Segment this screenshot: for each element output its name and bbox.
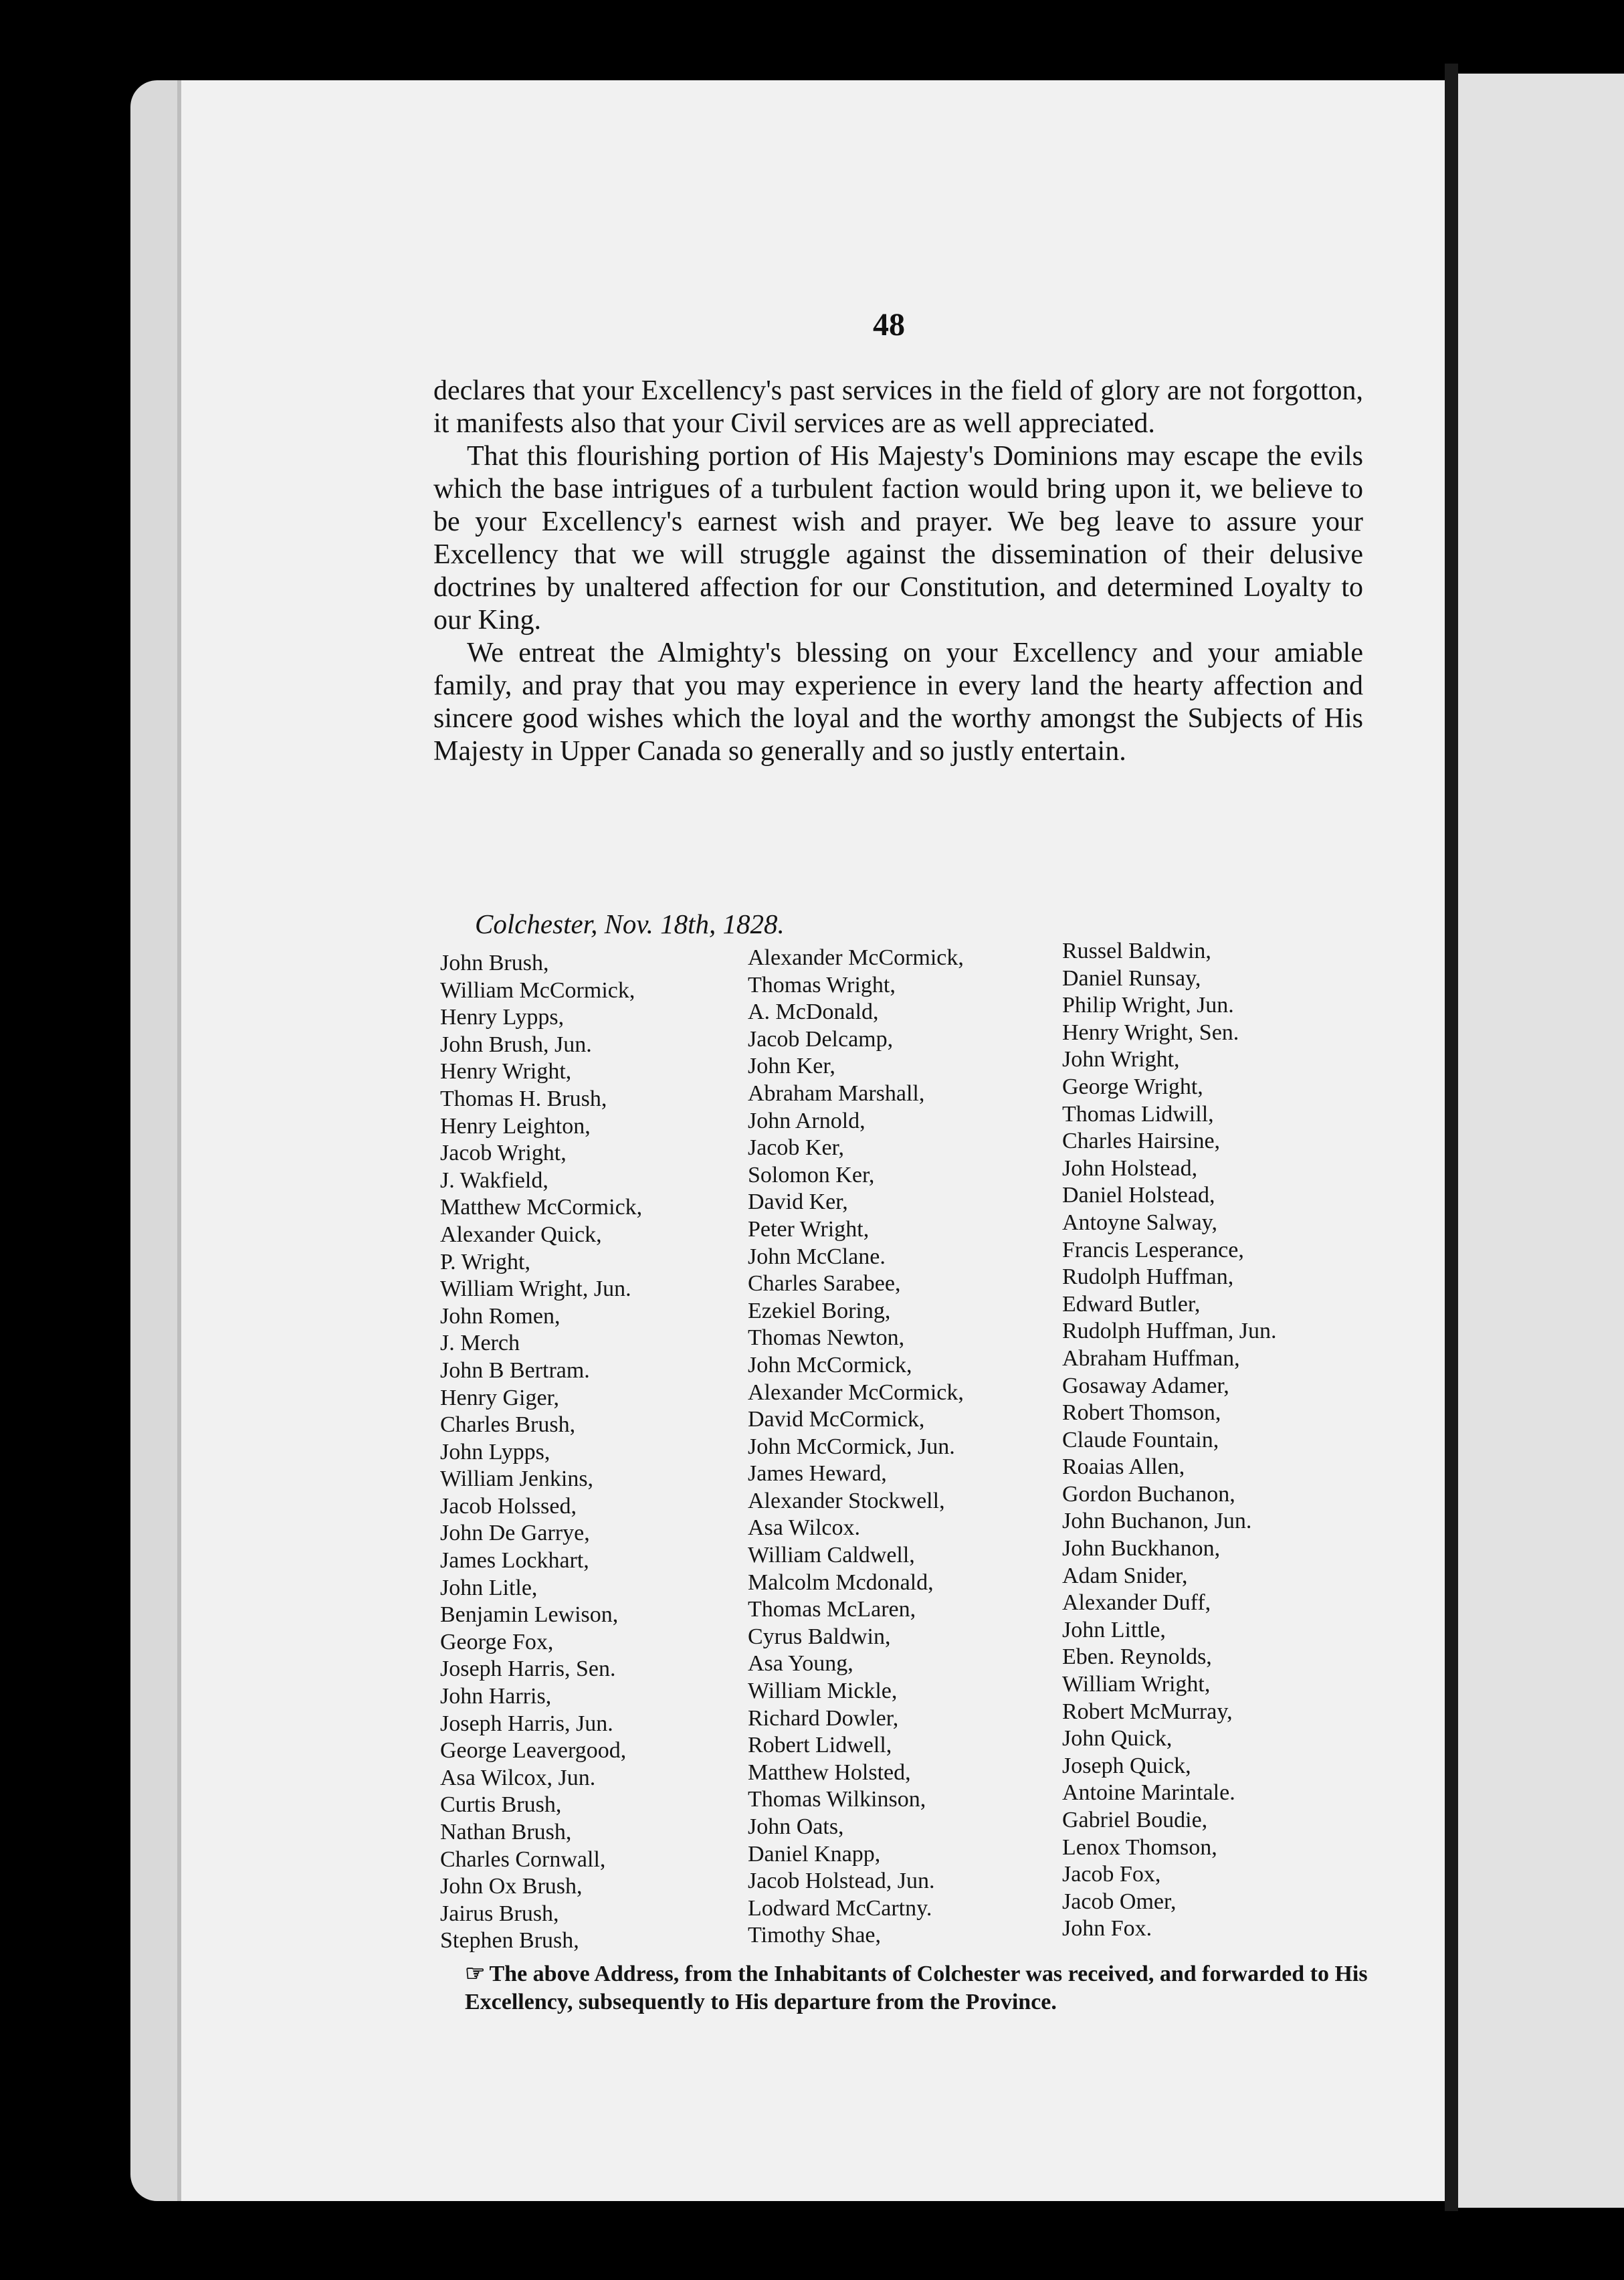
- signatory-name: Jacob Delcamp,: [748, 1026, 894, 1052]
- address-text: [433, 375, 1363, 768]
- signature-column-2: [748, 945, 964, 1950]
- signatory-name: John De Garrye,: [440, 1521, 590, 1546]
- signatory-name: Stephen Brush,: [440, 1928, 579, 1954]
- paragraph: declares that your Excellency's past services in the field of glory are not forgotton, it manifests also that your Civil services are as well appreciated.: [433, 375, 1363, 439]
- signatory-name: Rudolph Huffman,: [1062, 1264, 1234, 1290]
- signatory-name: William Jenkins,: [440, 1466, 594, 1492]
- footnote-text: The above Address, from the Inhabitants of Colchester was received, and forwarded to His Excellency, subsequently to His departure from the Province.: [465, 1962, 1368, 2014]
- signatory-name: Alexander McCormick,: [748, 1380, 964, 1405]
- signatory-name: John Holstead,: [1062, 1155, 1198, 1181]
- paragraph: We entreat the Almighty's blessing on your Excellency and your amiable family, and pray that you may experience in every land the hearty affection and sincere good wishes which the loyal and the worthy amongst the Subjects of His Majesty in Upper Canada so generally and so justly entertain.: [433, 638, 1363, 767]
- signatory-name: Charles Hairsine,: [1062, 1129, 1221, 1154]
- signatory-name: Jacob Holstead, Jun.: [748, 1869, 935, 1894]
- signatory-name: Matthew McCormick,: [440, 1195, 643, 1220]
- signatory-name: Matthew Holsted,: [748, 1760, 911, 1785]
- adjacent-page: [1458, 74, 1624, 2208]
- signatory-name: James Lockhart,: [440, 1548, 589, 1574]
- signatory-name: John Buckhanon,: [1062, 1536, 1221, 1561]
- signatory-name: Alexander Quick,: [440, 1222, 602, 1247]
- signatory-name: Robert Thomson,: [1062, 1400, 1221, 1426]
- signatory-name: Gosaway Adamer,: [1062, 1373, 1229, 1398]
- signatory-name: John McClane.: [748, 1244, 886, 1269]
- signatory-name: Thomas McLaren,: [748, 1597, 916, 1622]
- signatory-name: Russel Baldwin,: [1062, 939, 1211, 963]
- signatory-name: Robert McMurray,: [1062, 1699, 1233, 1724]
- signatory-name: William McCormick,: [440, 977, 635, 1003]
- signatory-name: Abraham Marshall,: [748, 1080, 925, 1106]
- signatory-name: Richard Dowler,: [748, 1705, 899, 1731]
- signature-column-1: [440, 950, 642, 1955]
- signatory-name: Charles Cornwall,: [440, 1846, 606, 1872]
- signatory-name: Peter Wright,: [748, 1216, 870, 1242]
- signatory-name: Alexander Stockwell,: [748, 1488, 945, 1513]
- signatory-name: Jacob Wright,: [440, 1141, 567, 1166]
- signatory-name: John Romen,: [440, 1303, 561, 1329]
- signatory-name: Thomas H. Brush,: [440, 1086, 607, 1111]
- signatory-name: Thomas Wilkinson,: [748, 1787, 926, 1812]
- signatory-name: Gabriel Boudie,: [1062, 1808, 1208, 1832]
- signatory-name: Antoyne Salway,: [1062, 1210, 1217, 1235]
- signatory-name: John Arnold,: [748, 1108, 866, 1133]
- signatory-name: John Buchanon, Jun.: [1062, 1509, 1252, 1534]
- signatory-name: Daniel Runsay,: [1062, 965, 1201, 991]
- signatory-name: Edward Butler,: [1062, 1291, 1201, 1317]
- signatory-name: John McCormick, Jun.: [748, 1434, 955, 1459]
- signatory-name: John Harris,: [440, 1684, 552, 1709]
- book-gutter: [1445, 64, 1458, 2211]
- signatory-name: John Oats,: [748, 1814, 844, 1839]
- signatory-name: Henry Lypps,: [440, 1005, 565, 1030]
- signatory-name: Gordon Buchanon,: [1062, 1481, 1235, 1507]
- signatory-name: William Wright,: [1062, 1672, 1211, 1697]
- signatory-name: Roaias Allen,: [1062, 1454, 1185, 1480]
- signatory-name: Lodward McCartny.: [748, 1895, 932, 1921]
- signature-column-3: [1062, 938, 1276, 1943]
- signatory-name: Daniel Holstead,: [1062, 1183, 1215, 1208]
- signatory-name: John Little,: [1062, 1617, 1166, 1642]
- signatory-name: John Litle,: [440, 1575, 538, 1600]
- signatory-name: John Fox.: [1062, 1916, 1152, 1941]
- signatory-name: Asa Wilcox, Jun.: [440, 1765, 596, 1790]
- signatory-name: Thomas Wright,: [748, 972, 896, 998]
- signatory-name: Cyrus Baldwin,: [748, 1624, 891, 1649]
- signatory-name: J. Merch: [440, 1331, 520, 1356]
- signatory-name: William Caldwell,: [748, 1543, 915, 1568]
- signatory-name: Henry Leighton,: [440, 1113, 591, 1139]
- signatory-name: Henry Giger,: [440, 1385, 560, 1410]
- signatory-name: A. McDonald,: [748, 1000, 879, 1025]
- signatory-name: David Ker,: [748, 1190, 848, 1215]
- signatory-name: Curtis Brush,: [440, 1792, 562, 1818]
- signatory-name: John Brush, Jun.: [440, 1032, 592, 1057]
- signatory-name: William Wright, Jun.: [440, 1276, 631, 1302]
- signatory-name: Charles Brush,: [440, 1412, 576, 1438]
- signatory-name: Philip Wright, Jun.: [1062, 993, 1234, 1018]
- signatory-name: John B Bertram.: [440, 1357, 590, 1383]
- signatory-name: David McCormick,: [748, 1407, 925, 1432]
- signatory-name: Jacob Omer,: [1062, 1889, 1177, 1914]
- signatory-name: Jacob Ker,: [748, 1135, 845, 1161]
- signatory-name: John Quick,: [1062, 1726, 1173, 1751]
- signatory-name: Jairus Brush,: [440, 1901, 559, 1926]
- signatory-name: George Fox,: [440, 1629, 554, 1654]
- signatory-name: Francis Lesperance,: [1062, 1237, 1244, 1262]
- signatory-name: Asa Young,: [748, 1651, 853, 1677]
- signatory-name: Robert Lidwell,: [748, 1733, 892, 1758]
- signatory-name: Solomon Ker,: [748, 1162, 875, 1188]
- signatory-name: Jacob Holssed,: [440, 1493, 577, 1519]
- signatory-name: Joseph Quick,: [1062, 1753, 1191, 1778]
- signatory-name: Asa Wilcox.: [748, 1515, 860, 1541]
- signatory-name: George Leavergood,: [440, 1738, 627, 1764]
- signatory-name: Malcolm Mcdonald,: [748, 1570, 934, 1595]
- signatory-name: Antoine Marintale.: [1062, 1780, 1235, 1806]
- pointing-hand-icon: ☞: [465, 1962, 486, 1986]
- signatory-name: Henry Wright,: [440, 1059, 572, 1084]
- signatory-name: Joseph Harris, Sen.: [440, 1656, 616, 1682]
- signatory-name: Ezekiel Boring,: [748, 1298, 891, 1323]
- signatory-name: Henry Wright, Sen.: [1062, 1020, 1239, 1045]
- signatory-name: Alexander Duff,: [1062, 1590, 1211, 1616]
- signatory-name: Eben. Reynolds,: [1062, 1644, 1212, 1670]
- signatory-name: Abraham Huffman,: [1062, 1345, 1240, 1371]
- signatory-name: John Ker,: [748, 1054, 835, 1079]
- signatory-name: William Mickle,: [748, 1679, 898, 1704]
- signatory-name: Daniel Knapp,: [748, 1841, 881, 1867]
- dateline: Colchester, Nov. 18th, 1828.: [475, 909, 785, 939]
- page-number: 48: [873, 307, 905, 343]
- signatory-name: John Wright,: [1062, 1047, 1180, 1072]
- signatory-name: Claude Fountain,: [1062, 1427, 1219, 1452]
- signatory-name: Benjamin Lewison,: [440, 1602, 619, 1628]
- signatory-name: John McCormick,: [748, 1352, 912, 1378]
- signatory-name: J. Wakfield,: [440, 1167, 548, 1193]
- signatory-name: James Heward,: [748, 1461, 887, 1487]
- signatory-name: Thomas Newton,: [748, 1325, 905, 1351]
- signatory-name: John Lypps,: [440, 1439, 550, 1464]
- signatory-name: P. Wright,: [440, 1249, 530, 1274]
- signatory-name: Rudolph Huffman, Jun.: [1062, 1319, 1277, 1344]
- signatory-name: Adam Snider,: [1062, 1563, 1188, 1588]
- signatory-name: Nathan Brush,: [440, 1820, 572, 1844]
- signatory-name: Lenox Thomson,: [1062, 1834, 1217, 1860]
- footnote: [465, 1960, 1401, 2016]
- signatory-name: Thomas Lidwill,: [1062, 1101, 1214, 1127]
- signatory-name: Joseph Harris, Jun.: [440, 1711, 613, 1736]
- paragraph: That this flourishing portion of His Majesty's Dominions may escape the evils which the base intrigues of a turbulent faction would bring upon it, we believe to be your Excellency's earnest wish and prayer. We beg leave to assure your Excellency that we will struggle against the dissemination of their delusive doctrines by unaltered affection for our Constitution, and determined Loyalty to our King.: [433, 441, 1363, 636]
- signatory-name: Alexander McCormick,: [748, 945, 964, 970]
- signatory-name: George Wright,: [1062, 1074, 1203, 1099]
- signatory-name: Timothy Shae,: [748, 1923, 882, 1948]
- signatory-name: Jacob Fox,: [1062, 1862, 1161, 1887]
- signatory-name: John Brush,: [440, 951, 549, 975]
- signatory-name: Charles Sarabee,: [748, 1271, 901, 1297]
- signatory-name: John Ox Brush,: [440, 1874, 583, 1899]
